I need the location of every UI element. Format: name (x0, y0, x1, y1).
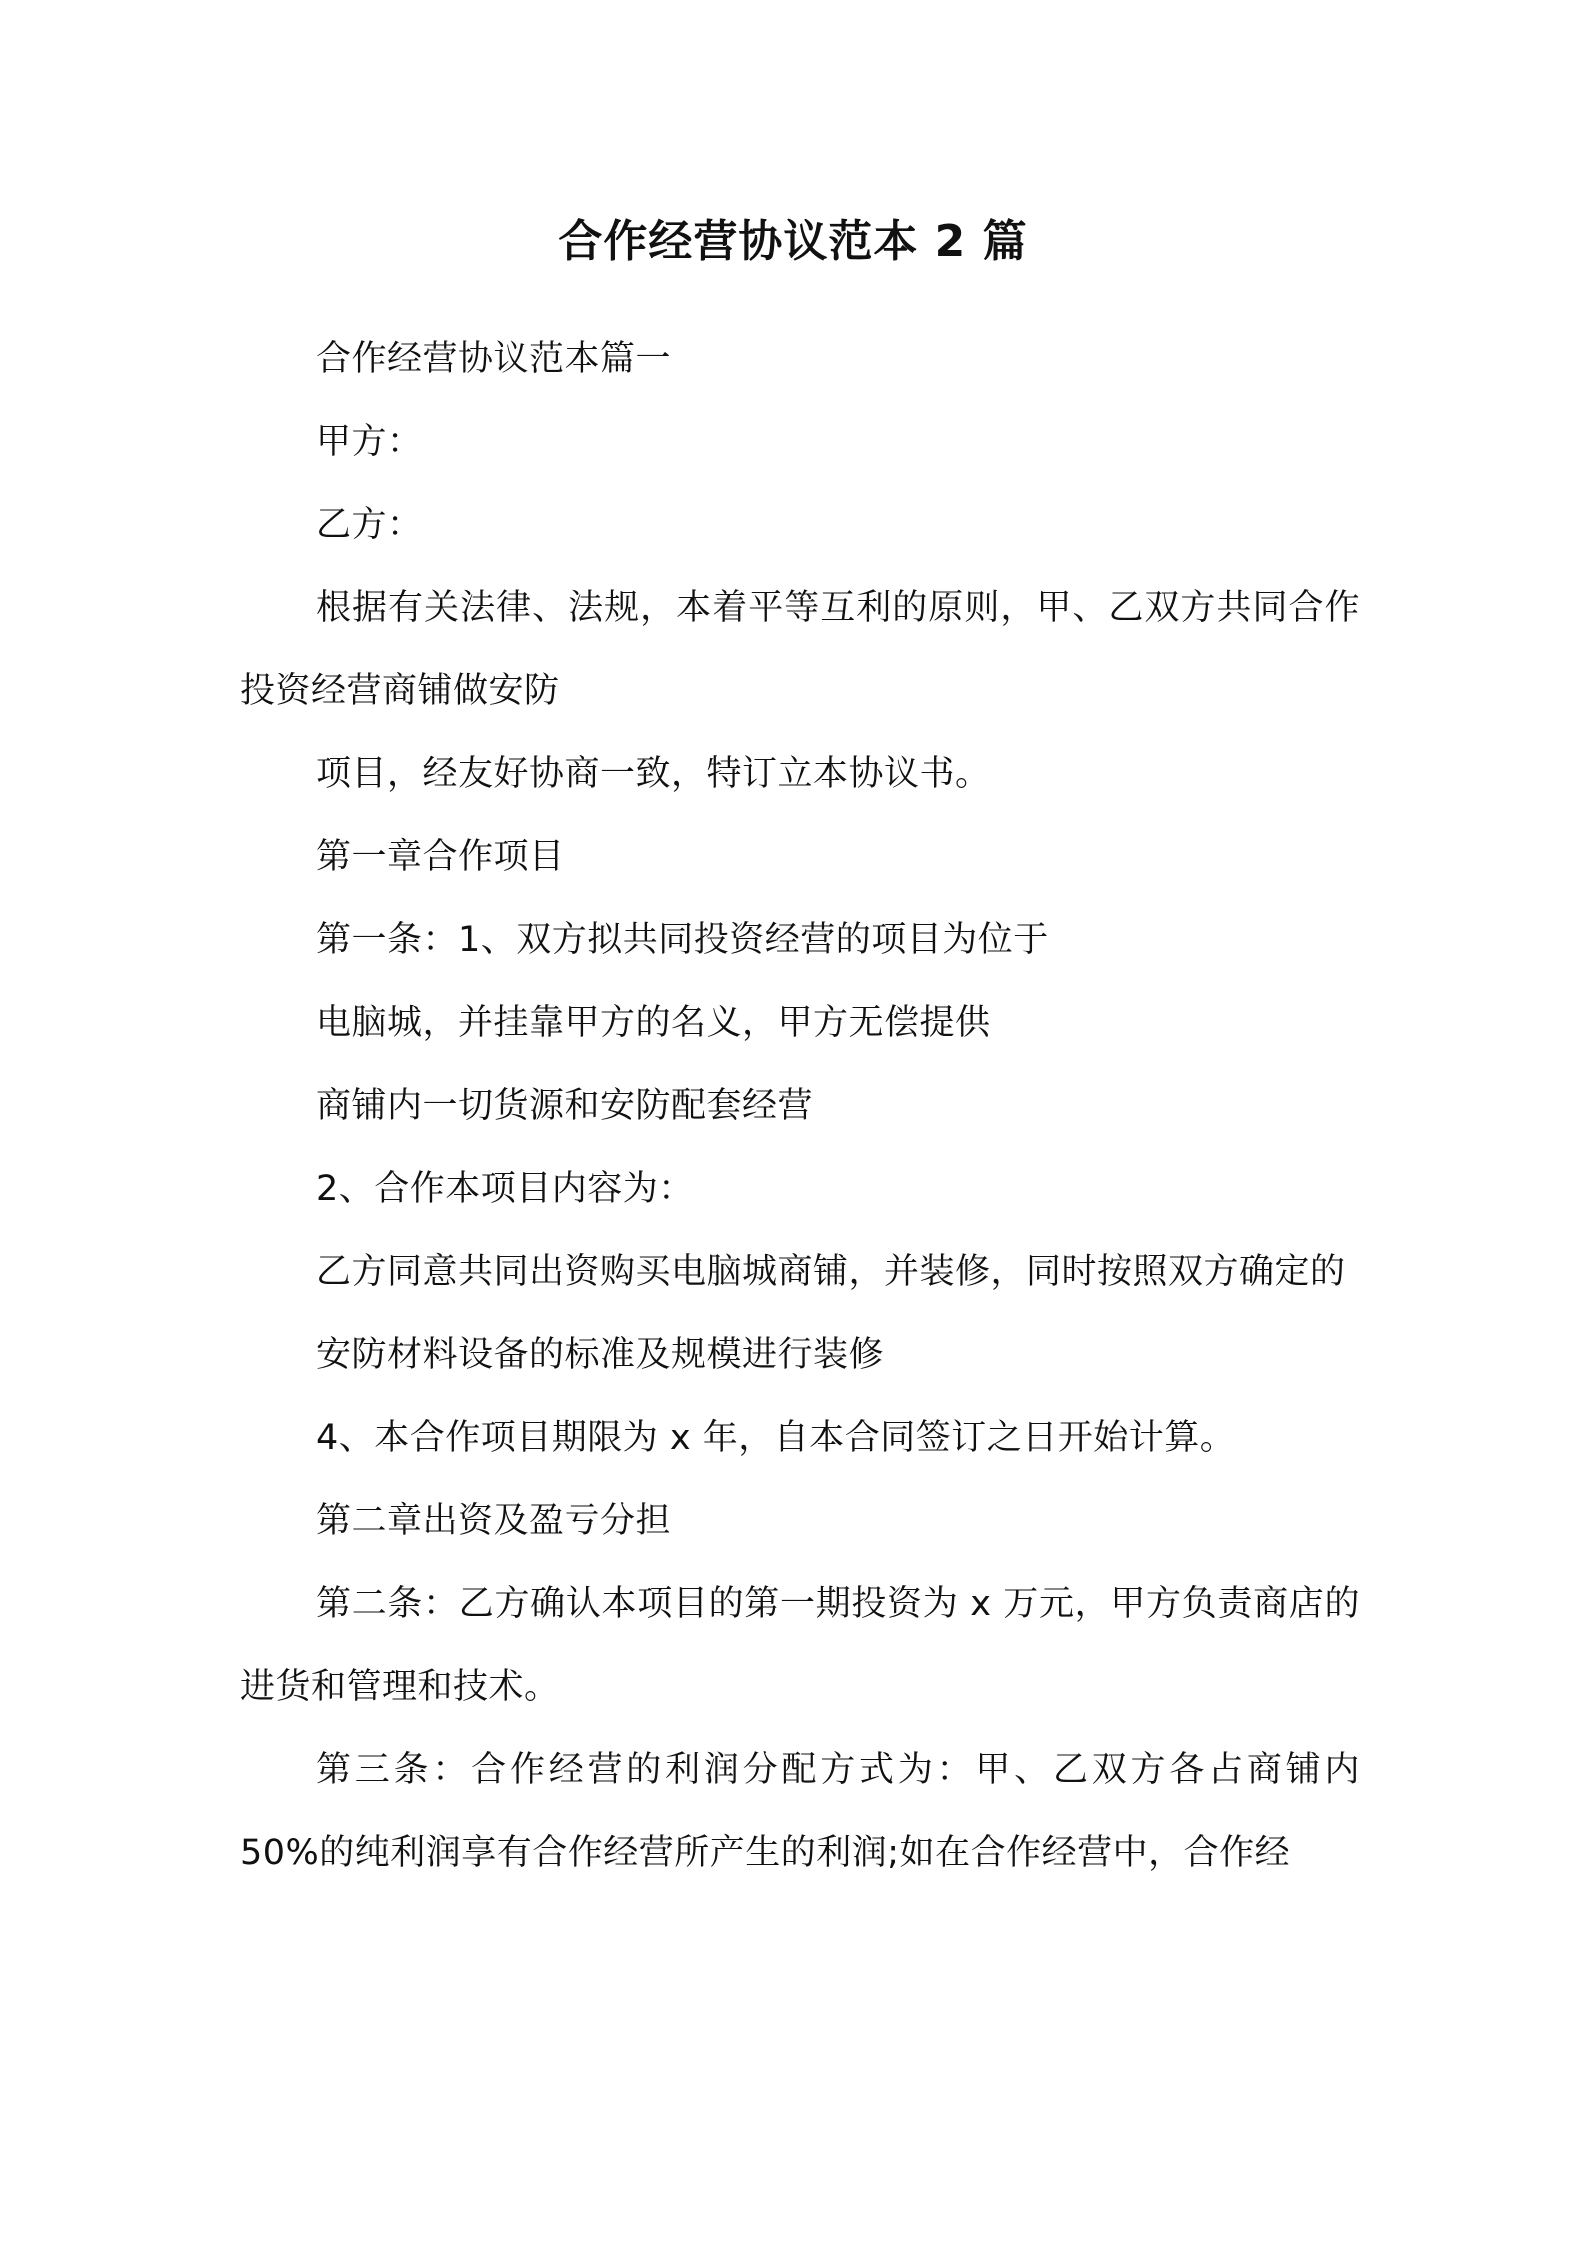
document-title: 合作经营协议范本 2 篇 (558, 216, 1028, 267)
article-paragraph: 2、合作本项目内容为： (316, 1169, 694, 1209)
article-paragraph: 安防材料设备的标准及规模进行装修 (316, 1335, 885, 1375)
preamble-continuation: 项目，经友好协商一致，特订立本协议书。 (316, 754, 991, 794)
article-paragraph: 第二条：乙方确认本项目的第一期投资为 x 万元，甲方负责商店的进货和管理和技术。 (240, 1584, 1360, 1707)
article-paragraph: 第三条：合作经营的利润分配方式为：甲、乙双方各占商铺内 50%的纯利润享有合作经营所产生的利润;如在合作经营中，合作经 (240, 1750, 1360, 1873)
party-a-line: 甲方： (316, 422, 423, 462)
article-paragraph: 4、本合作项目期限为 x 年，自本合同签订之日开始计算。 (316, 1418, 1236, 1458)
document-body (240, 318, 1360, 1895)
article-paragraph: 电脑城，并挂靠甲方的名义，甲方无偿提供 (316, 1003, 991, 1043)
party-b-line: 乙方： (316, 505, 423, 545)
chapter-heading: 第二章出资及盈亏分担 (316, 1501, 672, 1541)
article-paragraph: 商铺内一切货源和安防配套经营 (316, 1086, 814, 1126)
article-paragraph: 第一条：1、双方拟共同投资经营的项目为位于 (316, 920, 1049, 960)
section-heading: 合作经营协议范本篇一 (316, 339, 672, 379)
article-paragraph: 乙方同意共同出资购买电脑城商铺，并装修，同时按照双方确定的 (316, 1252, 1346, 1292)
chapter-heading: 第一章合作项目 (316, 837, 565, 877)
preamble-paragraph: 根据有关法律、法规，本着平等互利的原则，甲、乙双方共同合作投资经营商铺做安防 (240, 588, 1360, 711)
